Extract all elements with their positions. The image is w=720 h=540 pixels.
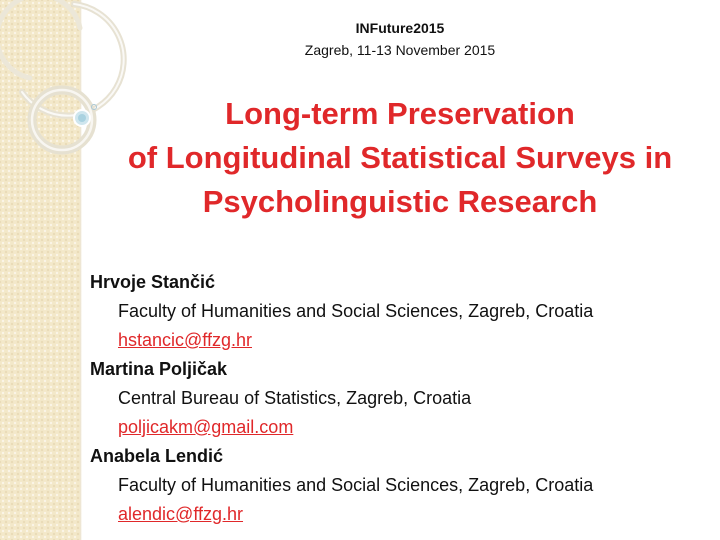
author-email-row	[90, 413, 715, 442]
author-email-row	[90, 500, 715, 529]
author-name: Anabela Lendić	[90, 446, 224, 466]
conference-date-location: Zagreb, 11-13 November 2015	[304, 42, 496, 58]
author-name: Hrvoje Stančić	[90, 272, 216, 292]
conference-name: INFuture2015	[355, 20, 445, 36]
author-email-link[interactable]: alendic@ffzg.hr	[118, 504, 244, 524]
author-affiliation: Faculty of Humanities and Social Sciences, Zagreb, Croatia	[118, 301, 594, 321]
author-email-row	[90, 326, 715, 355]
title-line-1: Long-term Preservation	[225, 96, 575, 131]
title-line-3: Psycholinguistic Research	[202, 184, 598, 219]
slide-title	[90, 92, 710, 224]
author-email-link[interactable]: hstancic@ffzg.hr	[118, 330, 252, 350]
author-affiliation: Central Bureau of Statistics, Zagreb, Croatia	[118, 388, 472, 408]
author-block	[90, 355, 715, 442]
author-list	[90, 268, 715, 529]
author-email-link[interactable]: poljicakm@gmail.com	[118, 417, 294, 437]
author-block	[90, 442, 715, 529]
author-affiliation: Faculty of Humanities and Social Sciences, Zagreb, Croatia	[118, 475, 594, 495]
author-name: Martina Poljičak	[90, 359, 228, 379]
author-block	[90, 268, 715, 355]
title-line-2: of Longitudinal Statistical Surveys in	[127, 140, 673, 175]
slide-header	[130, 18, 670, 60]
